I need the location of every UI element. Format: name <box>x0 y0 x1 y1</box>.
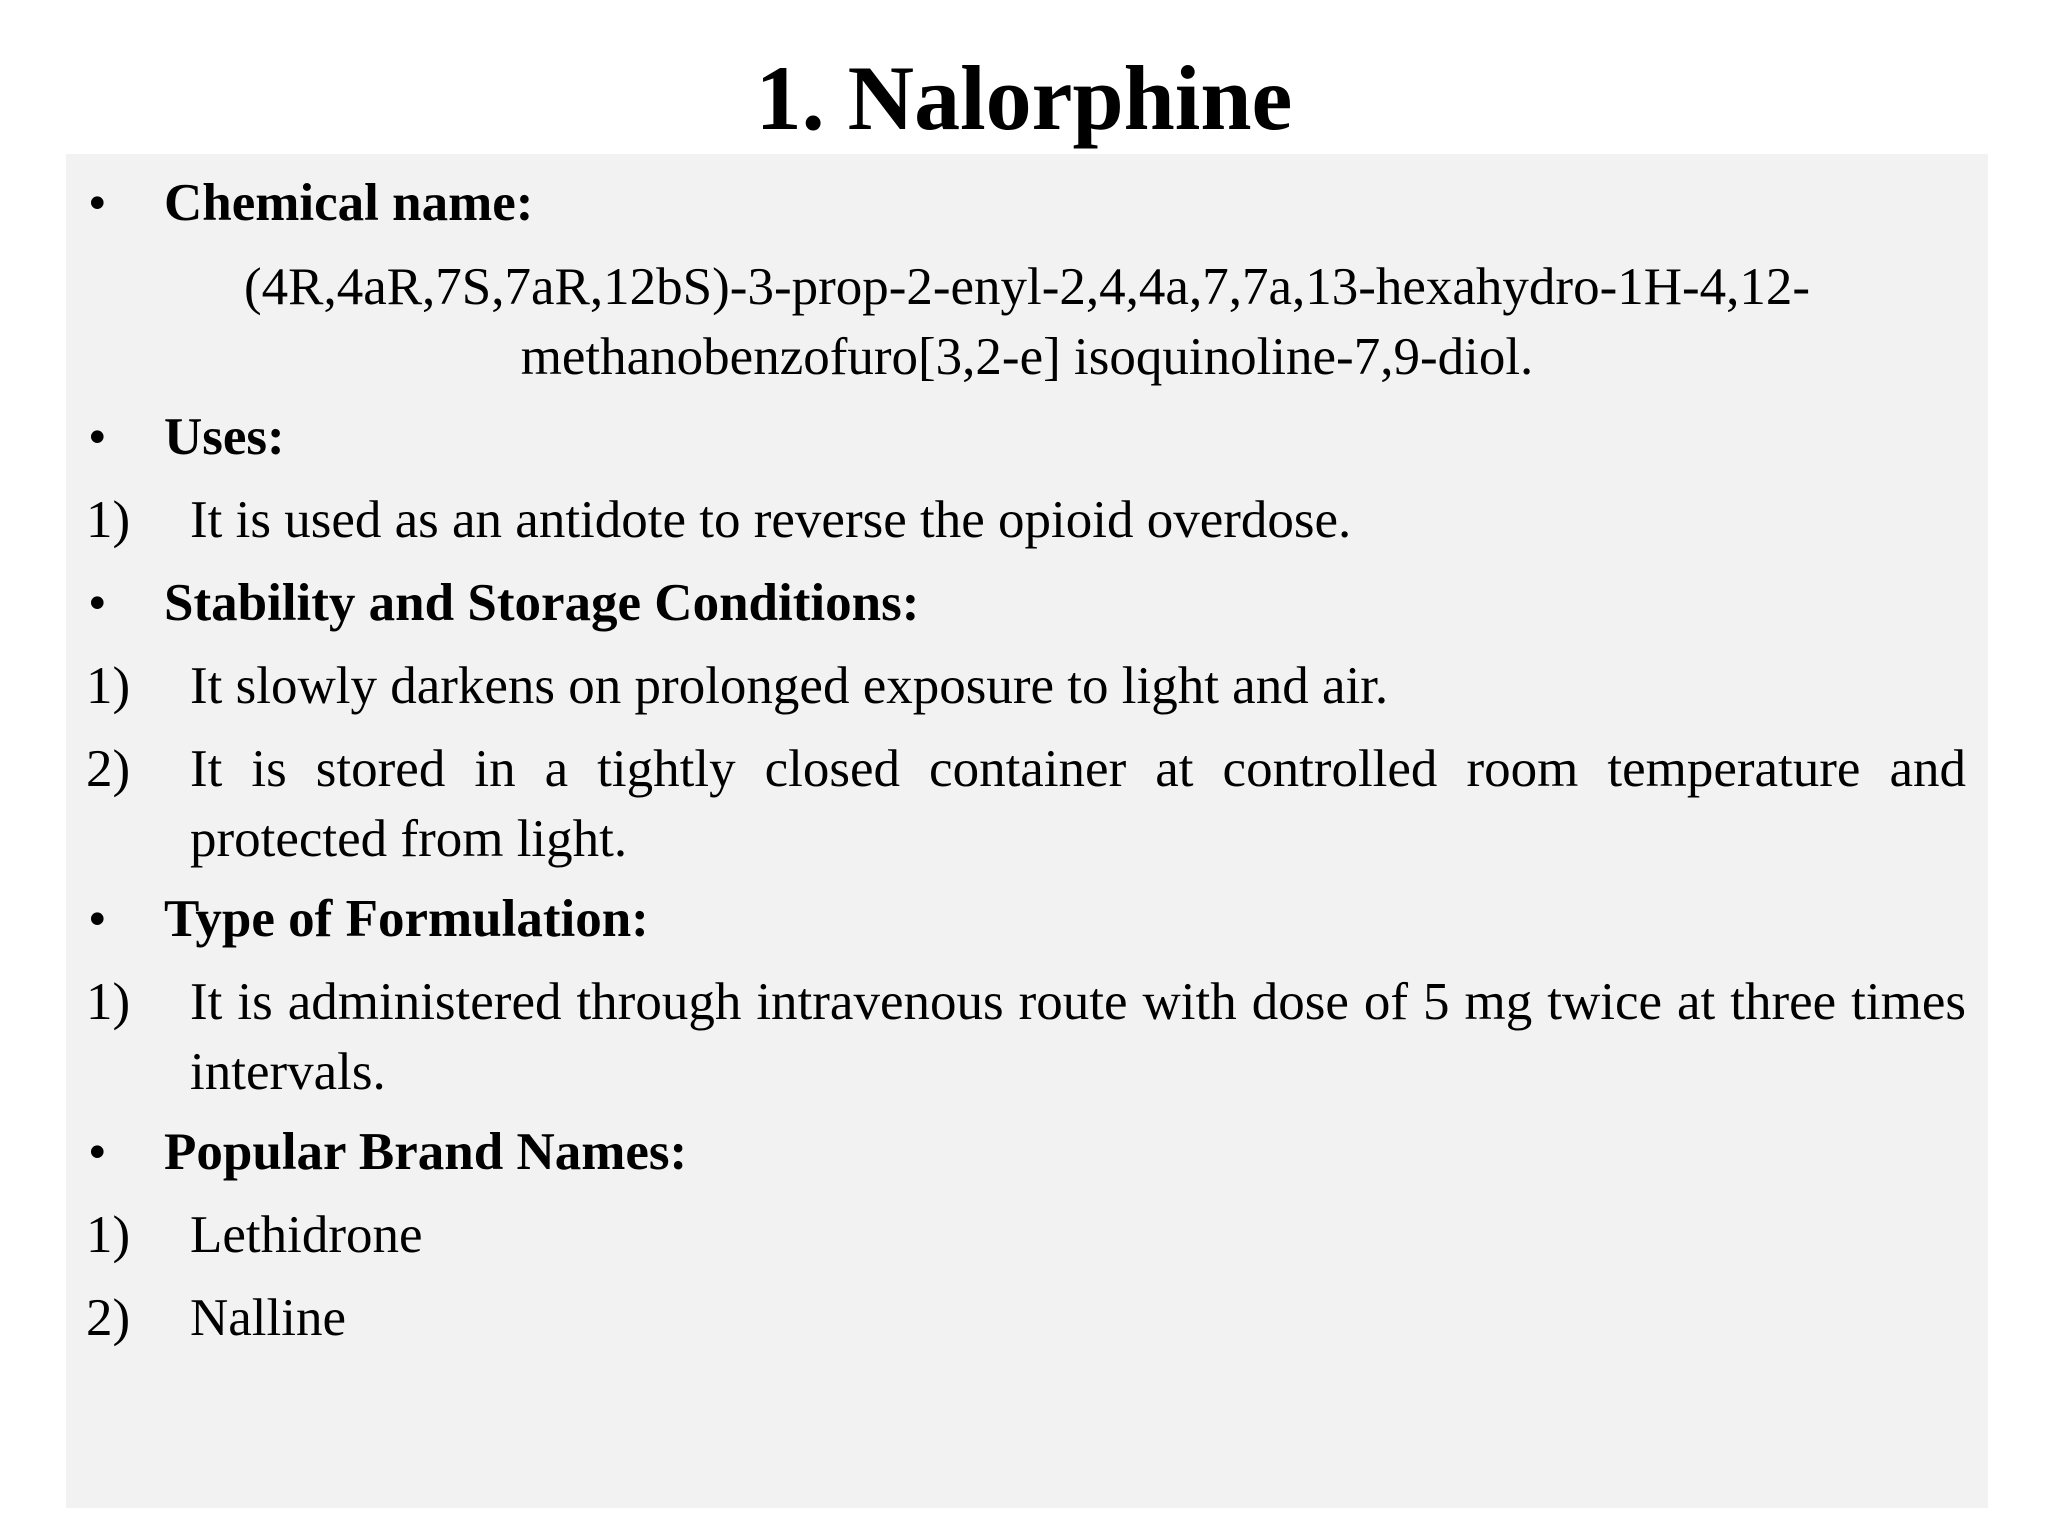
item-text: It is administered through intravenous route with dose of 5 mg twice at three times intervals. <box>190 973 1966 1101</box>
heading-text: Popular Brand Names: <box>164 1123 688 1181</box>
item-number: 2) <box>86 740 131 798</box>
slide-title: 1. Nalorphine <box>755 47 1293 149</box>
bullet-icon: • <box>88 408 107 466</box>
item-text: It is stored in a tightly closed container at controlled room temperature and protected from light. <box>190 740 1966 868</box>
bullet-icon: • <box>88 890 107 948</box>
item-text: Lethidrone <box>190 1206 423 1264</box>
heading-text: Chemical name: <box>164 174 534 232</box>
item-text: It slowly darkens on prolonged exposure to light and air. <box>190 657 1389 715</box>
chemical-name-text: (4R,4aR,7S,7aR,12bS)-3-prop-2-enyl-2,4,4a,7,7a,13-hexahydro-1H-4,12-methanobenzofuro[3,2-e] isoquinoline-7,9-diol. <box>243 258 1811 386</box>
heading-text: Stability and Storage Conditions: <box>164 574 920 632</box>
item-number: 1) <box>86 491 131 549</box>
heading-text: Type of Formulation: <box>164 890 649 948</box>
item-number: 1) <box>86 1206 131 1264</box>
item-number: 1) <box>86 657 131 715</box>
content-box <box>66 154 1988 1508</box>
bullet-icon: • <box>88 1123 107 1181</box>
bullet-icon: • <box>88 174 107 232</box>
item-number: 2) <box>86 1289 131 1347</box>
item-text: It is used as an antidote to reverse the opioid overdose. <box>190 491 1352 549</box>
item-text: Nalline <box>190 1289 346 1347</box>
item-number: 1) <box>86 973 131 1031</box>
bullet-icon: • <box>88 574 107 632</box>
heading-text: Uses: <box>164 408 285 466</box>
